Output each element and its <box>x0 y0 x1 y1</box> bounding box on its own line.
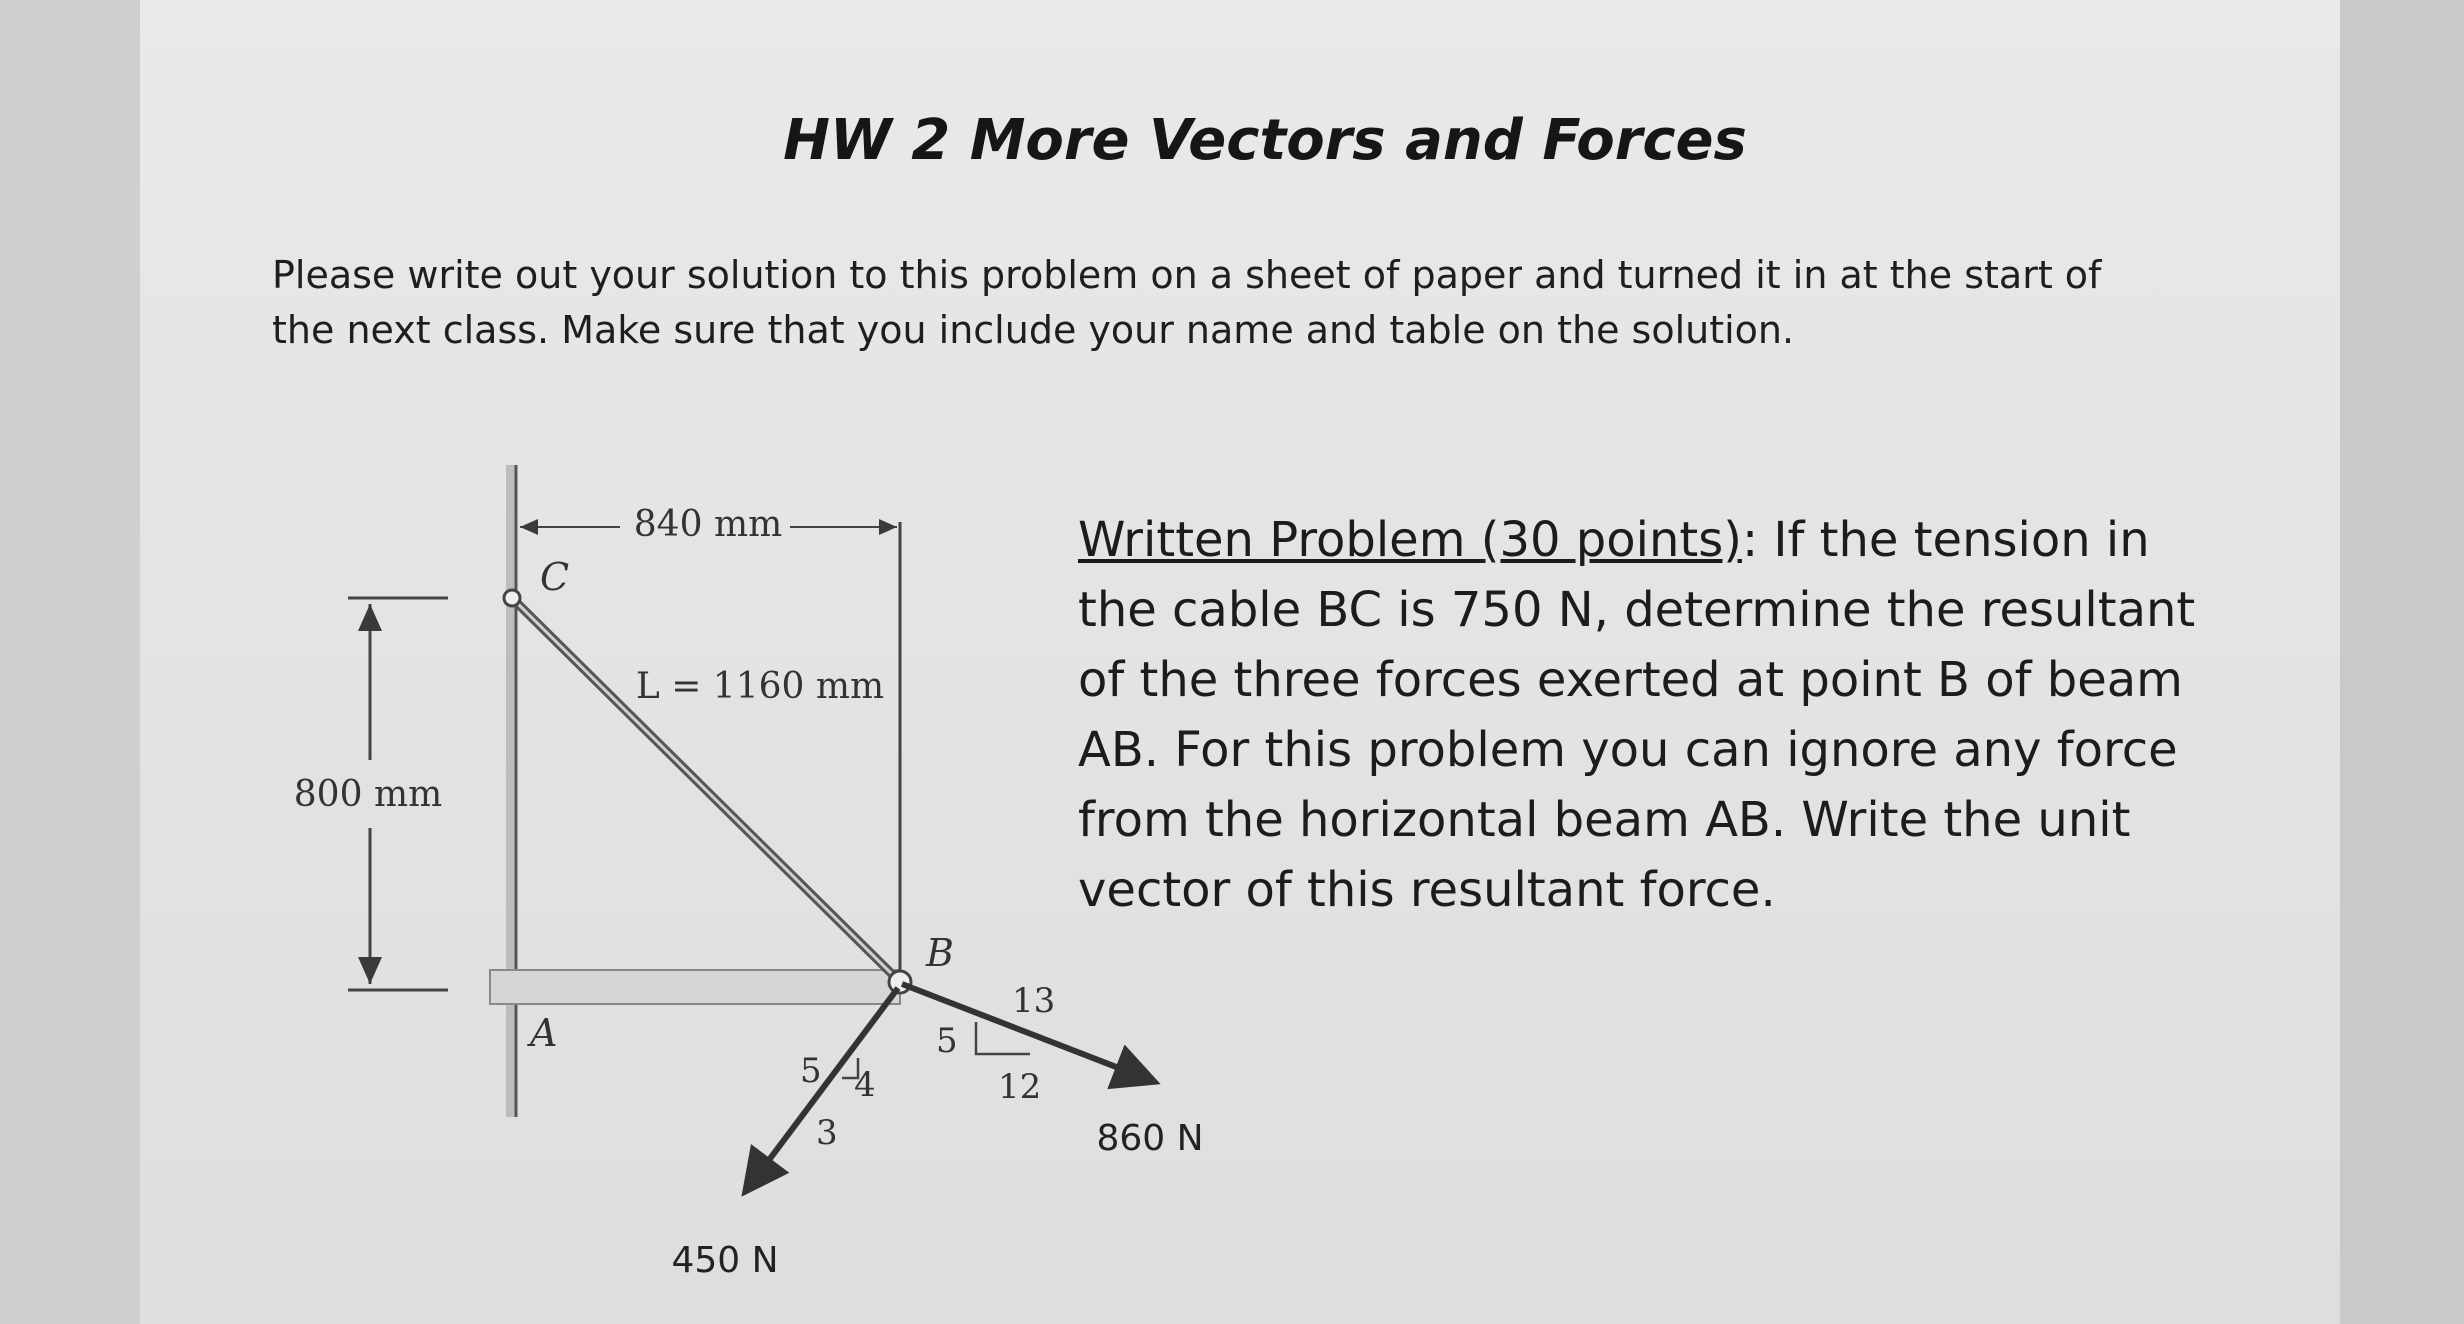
force-450-label: 450 N <box>671 1240 779 1281</box>
problem-body: : If the tension in the cable BC is 750 N, determine the resultant of the three forces exerted at point B of beam AB. For this problem you can ignore any force from the horizontal beam AB. Write the unit vector of this resultant force. <box>1078 512 2196 918</box>
slope-triangle-860 <box>976 1022 1030 1054</box>
slope-860-run: 12 <box>998 1067 1042 1107</box>
point-a-label: A <box>530 1011 558 1055</box>
slope-450-hyp: 5 <box>800 1051 822 1091</box>
slope-450-run: 3 <box>816 1113 838 1153</box>
cable-bc-highlight <box>512 598 900 982</box>
slope-450-rise: 4 <box>854 1065 876 1105</box>
instructions-text: Please write out your solution to this problem on a sheet of paper and turned it in at the start of the next class. Make sure that you include your name and table on the solution. <box>272 253 2102 352</box>
point-c-label: C <box>540 555 570 599</box>
page-title: HW 2 More Vectors and Forces <box>783 108 1747 173</box>
cable-length-label: L = 1160 mm <box>635 666 885 707</box>
dim-840-label: 840 mm <box>633 504 783 545</box>
beam-ab <box>490 970 900 1004</box>
slope-860-rise: 5 <box>936 1021 958 1061</box>
joint-c <box>504 590 520 606</box>
dim-800-label: 800 mm <box>293 774 443 815</box>
force-860-label: 860 N <box>1096 1118 1204 1159</box>
problem-heading: Written Problem (30 points) <box>1078 512 1742 568</box>
point-b-label: B <box>926 931 954 975</box>
slope-860-hyp: 13 <box>1012 981 1056 1021</box>
